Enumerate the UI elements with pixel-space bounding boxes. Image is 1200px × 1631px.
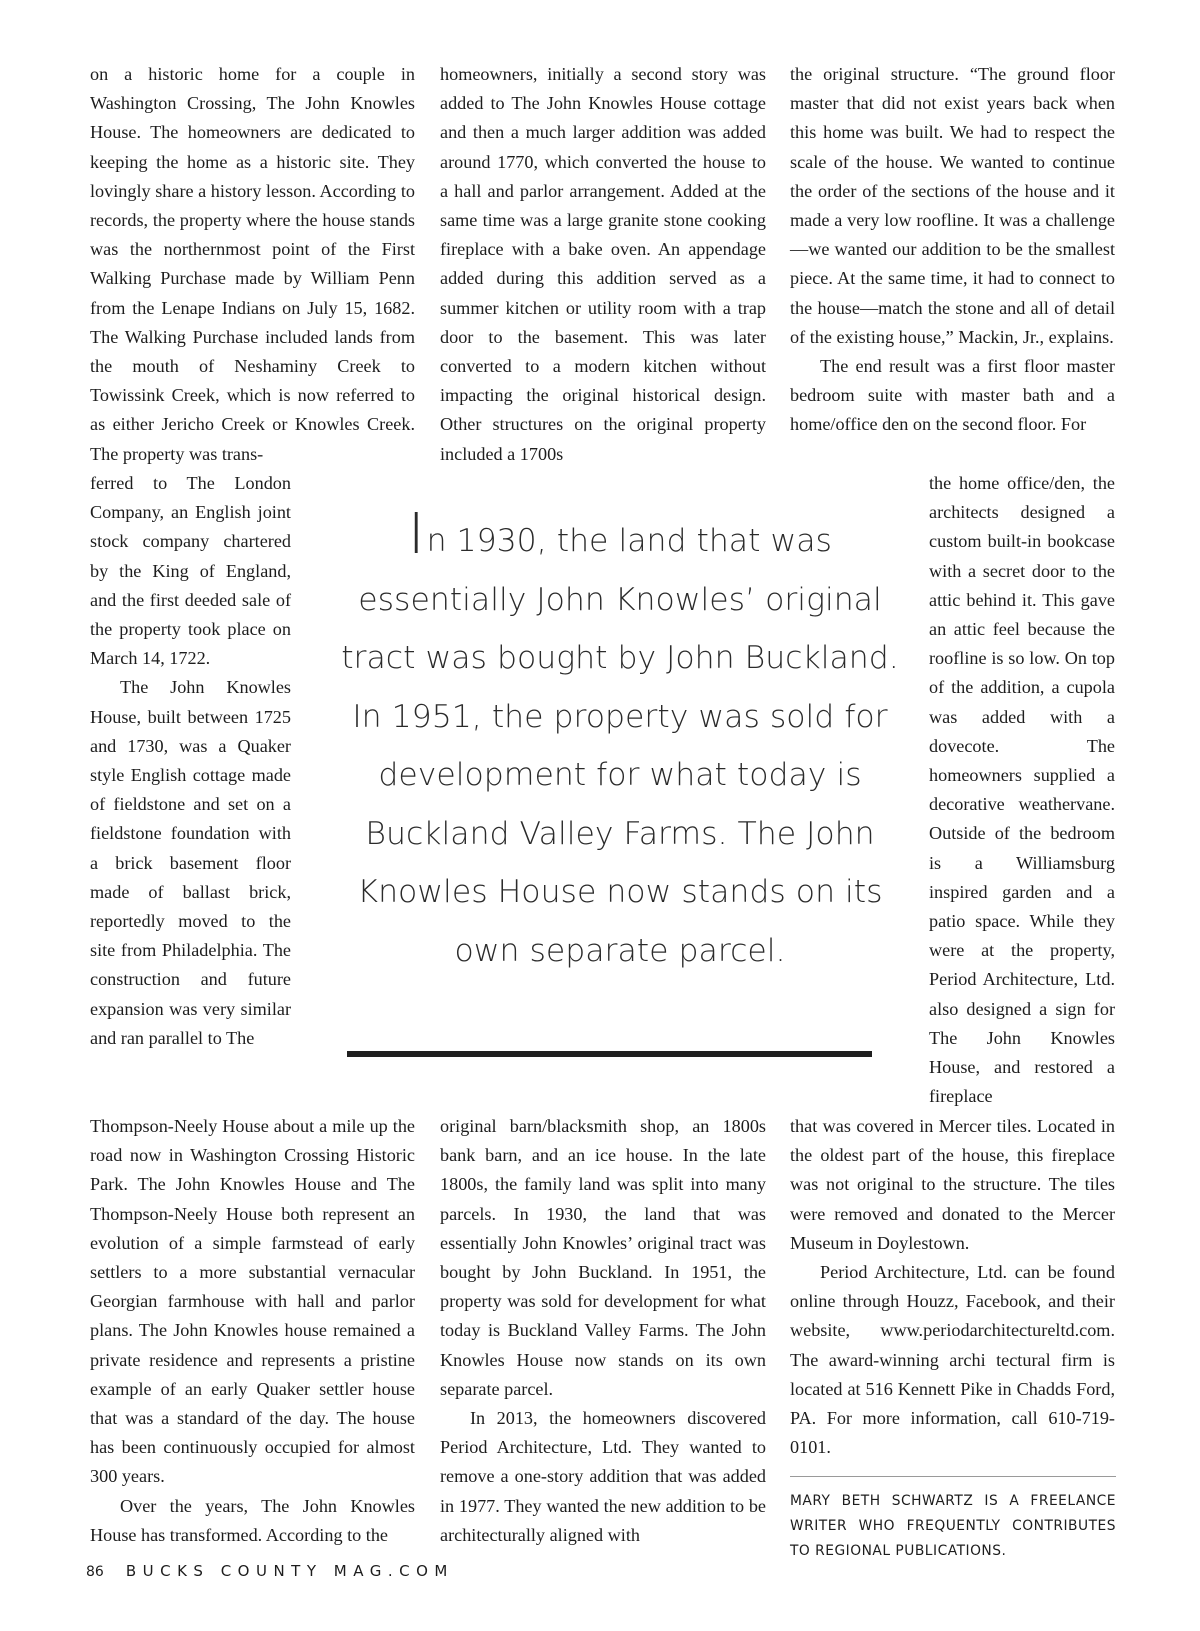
column-1-wrap [90, 469, 291, 1053]
page-footer [86, 1562, 454, 1580]
column-3-wrap [929, 469, 1115, 1111]
column-2-bottom [440, 1112, 766, 1550]
paragraph: that was covered in Mercer tiles. Located in the oldest part of the house, this fireplace was not original to the structure. The tiles were removed and donated to the Mercer Museum in Doylestown. [790, 1116, 1115, 1253]
page-number: 86 [86, 1564, 104, 1580]
column-1-bottom [90, 1112, 415, 1550]
paragraph: Over the years, The John Knowles House has transformed. According to the [90, 1495, 415, 1545]
paragraph: Period Architecture, Ltd. can be found online through Houzz, Facebook, and their website, www.periodarchitectureltd.com. The award-winning archi tectural firm is located at 516 Kennett Pike in Chadds Ford, PA. For more information, call 610-719-0101. [790, 1262, 1115, 1458]
pull-quote-rule [347, 1051, 872, 1057]
column-1-top [90, 60, 415, 469]
pull-quote [340, 502, 900, 980]
column-2-top [440, 60, 766, 469]
publication-name: BUCKS COUNTY MAG.COM [125, 1562, 454, 1580]
paragraph: Thompson-Neely House about a mile up the road now in Washington Crossing Historic Park. The John Knowles House and The Thompson-Neely House both represent an evolution of a simple farmstead of early settlers to a more substantial vernacular Georgian farmhouse with hall and parlor plans. The John Knowles house remained a private residence and represents a pristine example of an early Quaker settler house that was a standard of the day. The house has been continuously occupied for almost 300 years. [90, 1116, 415, 1487]
paragraph: homeowners, initially a second story was added to The John Knowles House cottage and then a much larger addition was added around 1770, which converted the house to a hall and parlor arrangement. Added at the same time was a large granite stone cooking fireplace with a bake oven. An appendage added during this addition served as a summer kitchen or utility room with a trap door to the basement. This was later converted to a modern kitchen without impacting the original historical design. Other structures on the original property included a 1700s [440, 64, 766, 464]
paragraph: The John Knowles House, built between 1725 and 1730, was a Quaker style English cottage made of fieldstone and set on a fieldstone foundation with a brick basement floor made of ballast brick, reportedly moved to the site from Philadelphia. The construction and future expansion was very similar and ran parallel to The [90, 677, 291, 1048]
pull-quote-text: n 1930, the land that was essentially John Knowles’ original tract was bought by John Buckland. In 1951, the property was sold for development for what today is Buckland Valley Farms. The John Knowles House now stands on its own separate parcel. [341, 523, 899, 969]
bio-divider [790, 1476, 1116, 1477]
paragraph: the home office/den, the architects designed a custom built-in bookcase with a secret door to the attic behind it. This gave an attic feel because the roofline is so low. On top of the addition, a cupola was added with a dovecote. The homeowners supplied a decorative weathervane. Outside of the bedroom is a Williamsburg inspired garden and a patio space. While they were at the property, Period Architecture, Ltd. also designed a sign for The John Knowles House, and restored a fireplace [929, 473, 1115, 1107]
paragraph: original barn/blacksmith shop, an 1800s bank barn, and an ice house. In the late 1800s, the family land was split into many parcels. In 1930, the land that was essentially John Knowles’ original tract was bought by John Buckland. In 1951, the property was sold for development for what today is Buckland Valley Farms. The John Knowles House now stands on its own separate parcel. [440, 1116, 766, 1399]
author-bio: MARY BETH SCHWARTZ IS A FREELANCE WRITER WHO FREQUENTLY CONTRIBUTES TO REGIONAL PUBLICATIONS. [790, 1493, 1116, 1559]
paragraph: ferred to The London Company, an English joint stock company chartered by the King of England, and the first deeded sale of the property took place on March 14, 1722. [90, 473, 291, 669]
column-3-top [790, 60, 1115, 440]
column-3-bottom [790, 1112, 1115, 1462]
pull-quote-dropcap: I [408, 502, 425, 567]
paragraph: The end result was a first floor master bedroom suite with master bath and a home/office den on the second floor. For [790, 356, 1115, 435]
paragraph: the original structure. “The ground floor master that did not exist years back when this home was built. We had to respect the scale of the house. We wanted to continue the order of the sections of the house and it made a very low roofline. It was a challenge—we wanted our addition to be the smallest piece. At the same time, it had to connect to the house—match the stone and all of detail of the existing house,” Mackin, Jr., explains. [790, 64, 1115, 347]
paragraph: on a historic home for a couple in Washington Crossing, The John Knowles House. The homeowners are dedicated to keeping the home as a historic site. They lovingly share a history lesson. According to records, the property where the house stands was the northernmost point of the First Walking Purchase made by William Penn from the Lenape Indians on July 15, 1682. The Walking Purchase included lands from the mouth of Neshaminy Creek to Towissink Creek, which is now referred to as either Jericho Creek or Knowles Creek. The property was trans- [90, 64, 415, 464]
paragraph: In 2013, the homeowners discovered Period Architecture, Ltd. They wanted to remove a one-story addition that was added in 1977. They wanted the new addition to be architecturally aligned with [440, 1408, 766, 1545]
